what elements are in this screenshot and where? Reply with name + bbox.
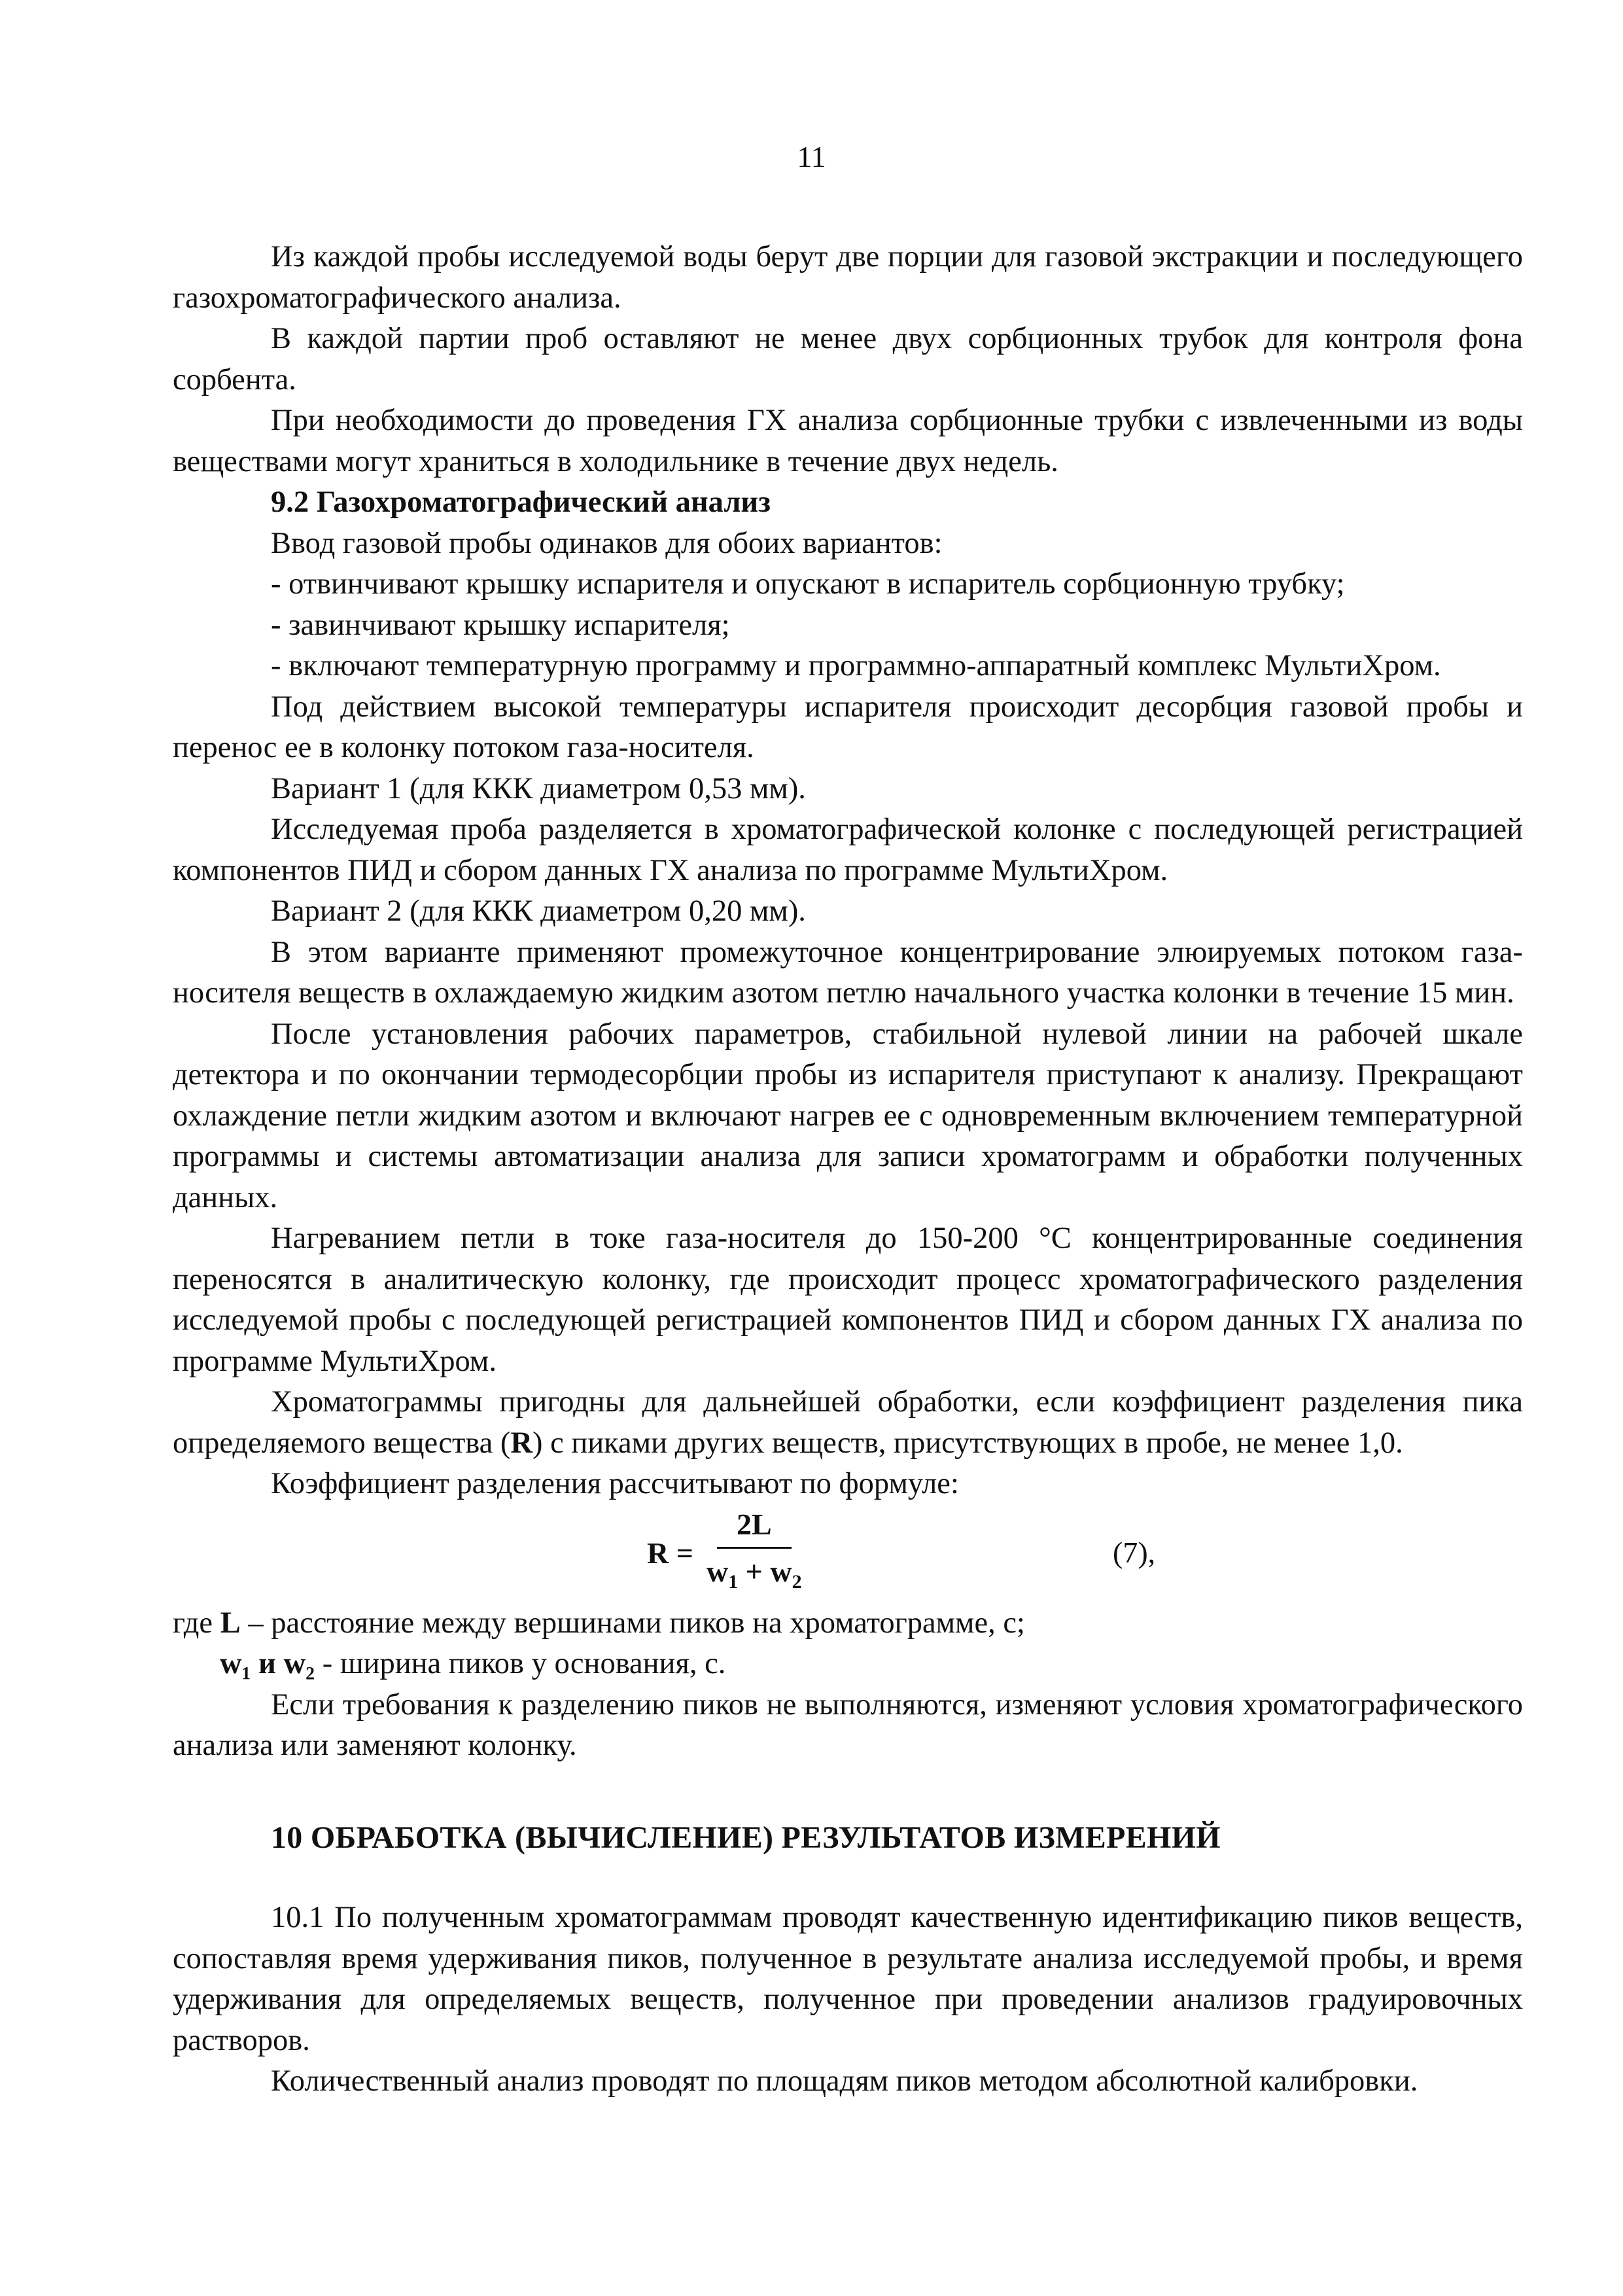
symbol-l: L — [220, 1606, 241, 1640]
text-run: Хроматограммы пригодны для дальнейшей обработки, если коэффициент разделения пика определяемого вещества ( — [173, 1385, 1523, 1460]
paragraph: При необходимости до проведения ГХ анализа сорбционные трубки с извлеченными из воды веществами могут храниться в холодильнике в течение двух недель. — [173, 404, 1523, 478]
where-line — [173, 1644, 1523, 1685]
formula-fraction — [697, 1504, 811, 1602]
paragraph: Нагреванием петли в токе газа-носителя до 150-200 °С концентрированные соединения переносятся в аналитическую колонку, где происходит процесс хроматографического разделения исследуемой пробы с последующей регистрацией компонентов ПИД и сбором данных ГХ анализа по программе МультиХром. — [173, 1222, 1523, 1378]
paragraph: После установления рабочих параметров, стабильной нулевой линии на рабочей шкале детектора и по окончании термодесорбции пробы из испарителя приступают к анализу. Прекращают охлаждение петли жидким азотом и включают нагрев ее с одновременным включением температурной программы и системы автоматизации анализа для записи хроматограмм и обработки полученных данных. — [173, 1017, 1523, 1214]
text-run: где — [173, 1606, 220, 1640]
paragraph: Из каждой пробы исследуемой воды берут две порции для газовой экстракции и последующего газохроматографического анализа. — [173, 240, 1523, 315]
formula-numerator: 2L — [717, 1504, 792, 1549]
den-sub1: 1 — [728, 1571, 739, 1593]
list-item: - включают температурную программу и программно-аппаратный комплекс МультиХром. — [271, 649, 1441, 682]
formula-block — [173, 1505, 1523, 1603]
paragraph: 10.1 По полученным хроматограммам проводят качественную идентификацию пиков веществ, сопоставляя время удерживания пиков, полученное в результате анализа исследуемой пробы, и время удерживания для определяемых веществ, полученное при проведении анализов градуировочных растворов. — [173, 1901, 1523, 2057]
paragraph: Вариант 1 (для ККК диаметром 0,53 мм). — [271, 771, 806, 805]
subsection-heading: 9.2 Газохроматографический анализ — [271, 486, 771, 519]
paragraph: В каждой партии проб оставляют не менее двух сорбционных трубок для контроля фона сорбента. — [173, 322, 1523, 397]
section-heading: 10 ОБРАБОТКА (ВЫЧИСЛЕНИЕ) РЕЗУЛЬТАТОВ ИЗМЕРЕНИЙ — [271, 1820, 1221, 1855]
equation-number: (7), — [1113, 1535, 1156, 1569]
text-run: - ширина пиков у основания, с. — [315, 1647, 726, 1680]
paragraph: Под действием высокой температуры испарителя происходит десорбция газовой пробы и перенос ее в колонку потоком газа-носителя. — [173, 690, 1523, 764]
paragraph: В этом варианте применяют промежуточное концентрирование элюируемых потоком газа-носителя веществ в охлаждаемую жидким азотом петлю начального участка колонки в течение 15 мин. — [173, 935, 1523, 1010]
paragraph: Если требования к разделению пиков не выполняются, изменяют условия хроматографического анализа или заменяют колонку. — [173, 1687, 1523, 1762]
paragraph: Исследуемая проба разделяется в хроматографической колонке с последующей регистрацией компонентов ПИД и сбором данных ГХ анализа по программе МультиХром. — [173, 813, 1523, 887]
page-number: 11 — [797, 140, 826, 173]
paragraph: Вариант 2 (для ККК диаметром 0,20 мм). — [271, 894, 806, 928]
den-w1: w — [706, 1554, 729, 1588]
den-plus: + — [738, 1554, 771, 1588]
where-line — [173, 1603, 1523, 1644]
formula-denominator — [697, 1549, 811, 1603]
symbol-w: w₁ и w₂ — [220, 1647, 315, 1680]
paragraph: Коэффициент разделения рассчитывают по формуле: — [271, 1467, 959, 1500]
den-sub2: 2 — [792, 1571, 802, 1593]
list-item: - завинчивают крышку испарителя; — [271, 608, 730, 642]
formula-lhs: R = — [647, 1536, 693, 1570]
document-body — [173, 237, 1523, 2102]
text-run: ) с пиками других веществ, присутствующих в пробе, не менее 1,0. — [532, 1426, 1403, 1460]
list-item: - отвинчивают крышку испарителя и опускают в испаритель сорбционную трубку; — [271, 567, 1345, 601]
formula — [647, 1505, 811, 1603]
symbol-r: R — [510, 1426, 532, 1460]
paragraph: Количественный анализ проводят по площадям пиков методом абсолютной калибровки. — [271, 2064, 1418, 2098]
paragraph: Ввод газовой пробы одинаков для обоих вариантов: — [271, 526, 943, 560]
den-w2: w — [770, 1554, 792, 1588]
text-run: – расстояние между вершинами пиков на хроматограмме, с; — [240, 1606, 1025, 1640]
paragraph — [173, 1382, 1523, 1464]
